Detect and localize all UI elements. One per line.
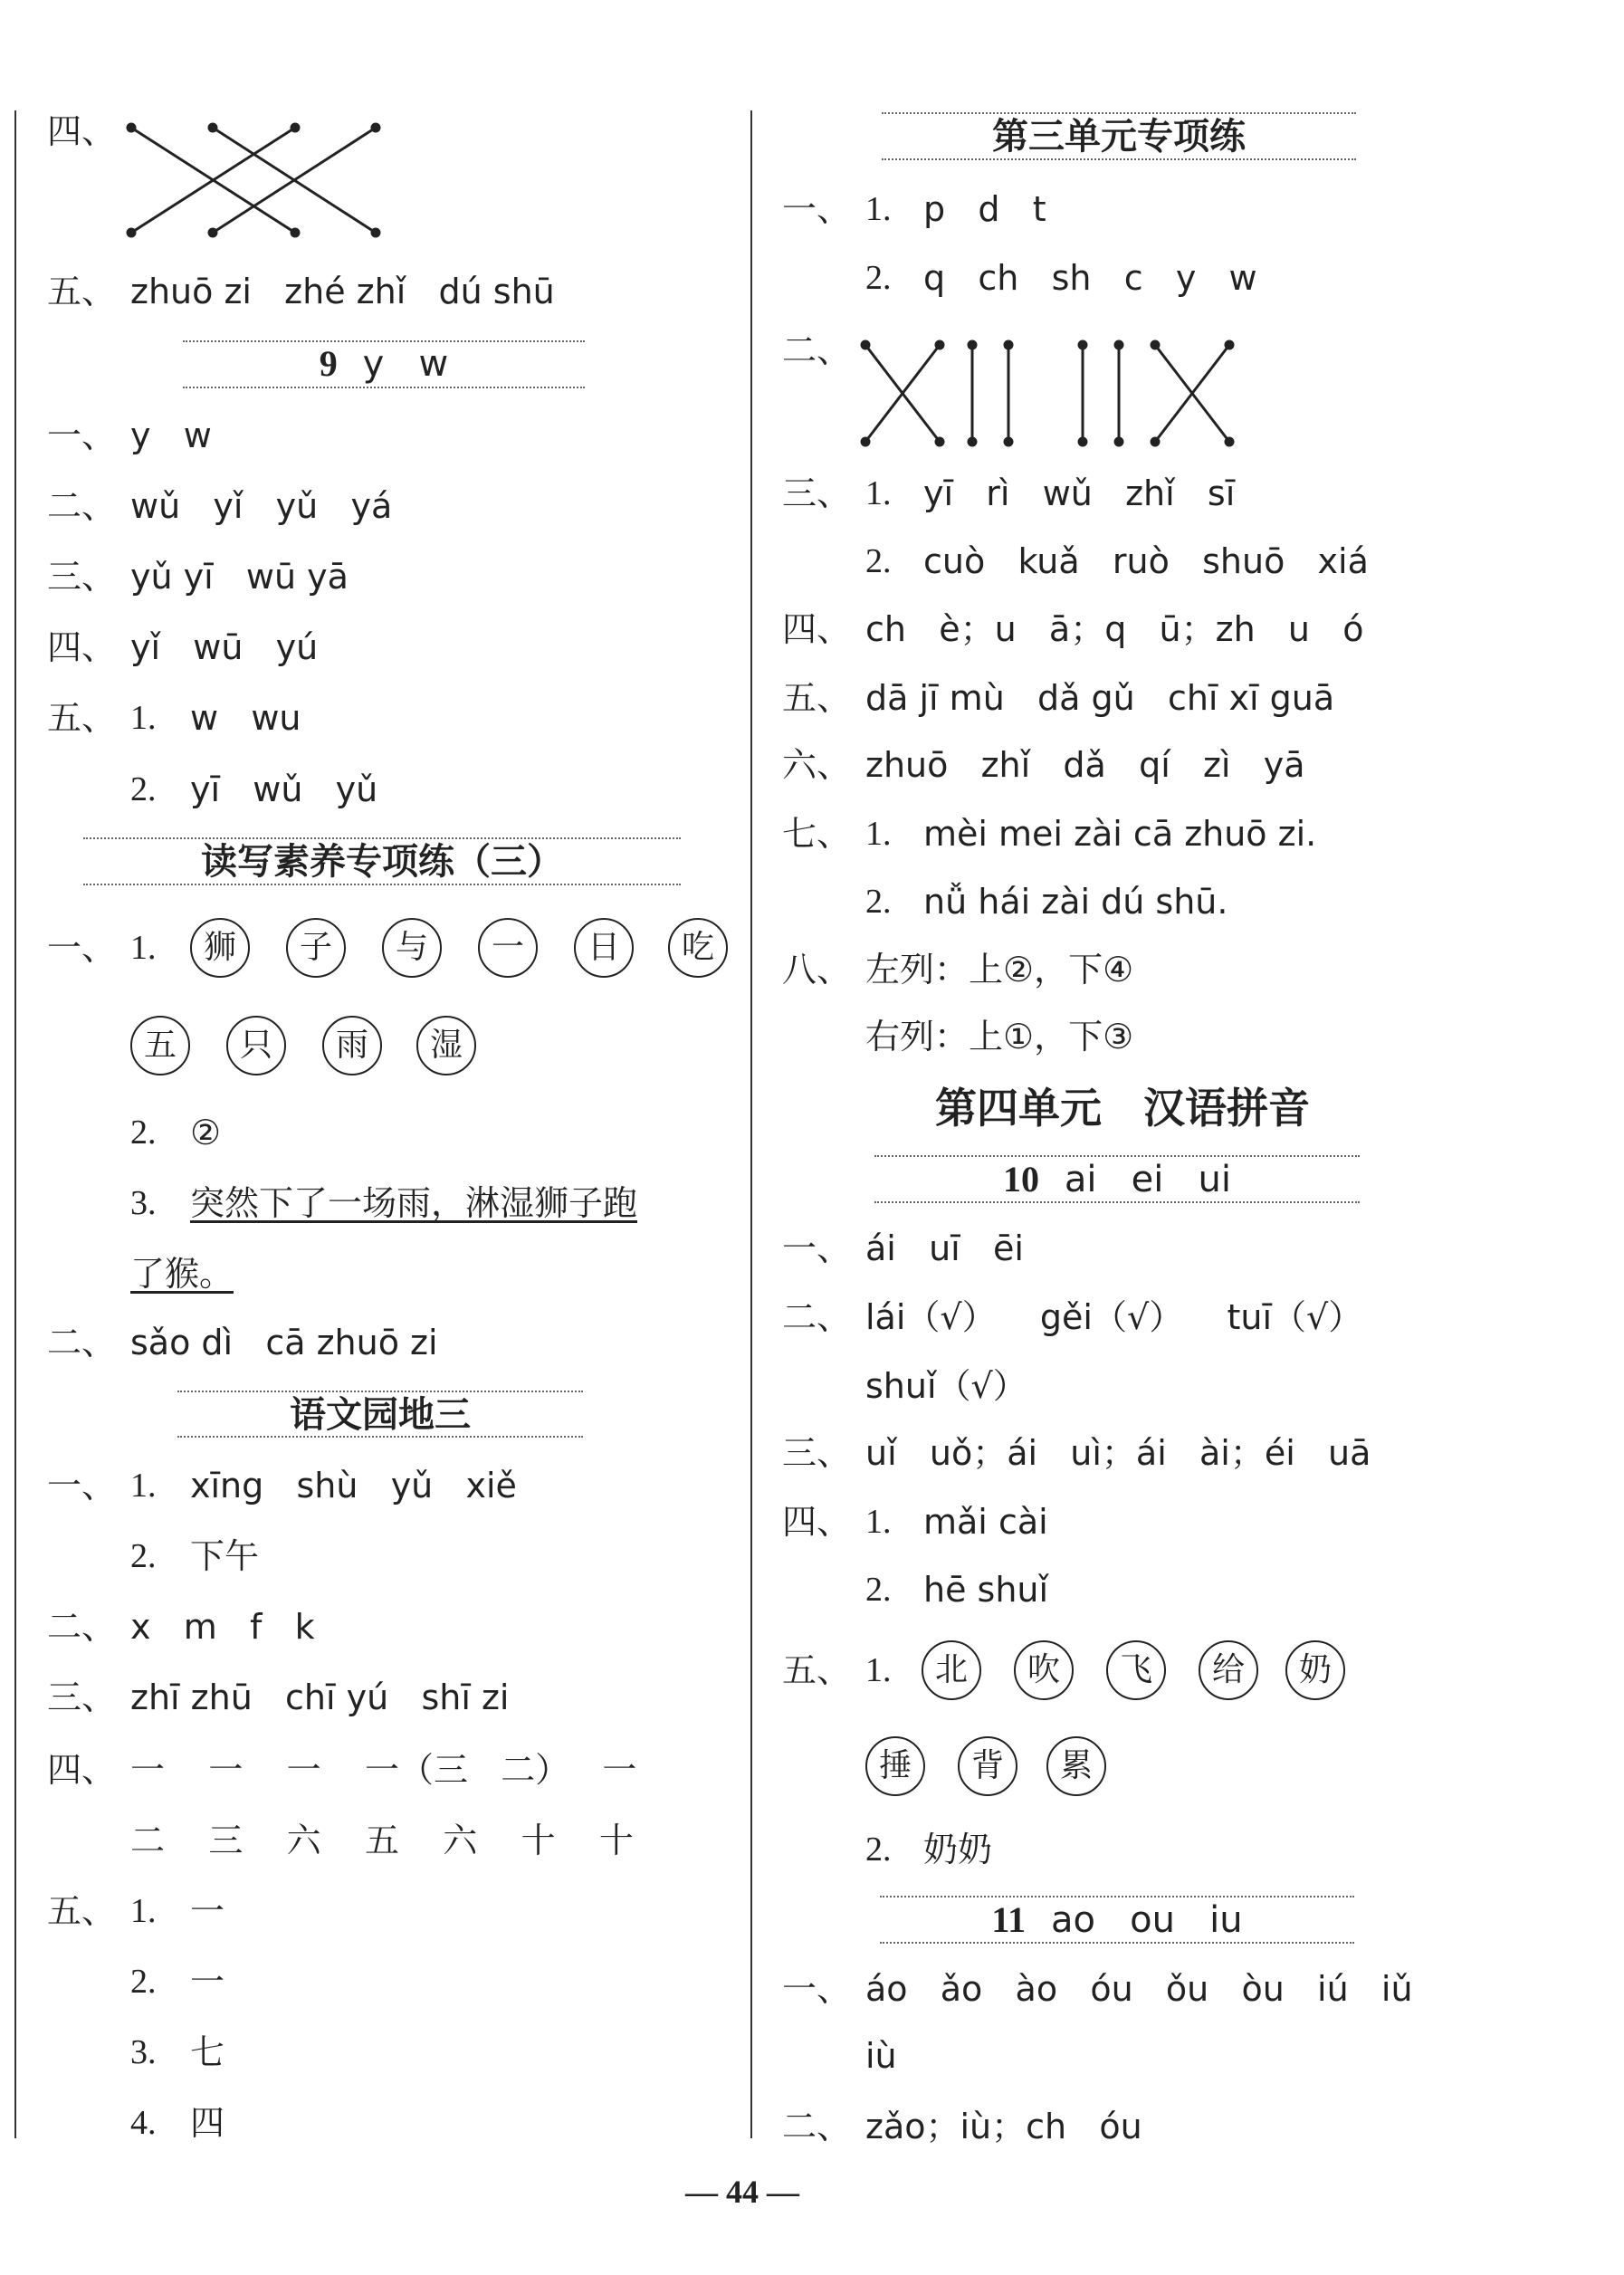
column-divider xyxy=(750,110,752,2138)
l11-a-label: 一、 xyxy=(782,1969,852,2009)
ds-n2: 2. xyxy=(130,1114,157,1152)
q5-text: zhuō zi zhé zhǐ dú shū xyxy=(130,272,555,311)
u3-a-n1: 1. xyxy=(865,190,892,228)
circled-char: 背 xyxy=(958,1736,1017,1796)
u3-c-n2: 2. xyxy=(865,542,892,580)
yw-a-label: 一、 xyxy=(47,1466,117,1506)
ds-t4: sǎo dì cā zhuō zi xyxy=(130,1323,438,1362)
lesson-10-heading xyxy=(874,1157,1360,1202)
u3-h-t2: 右列：上①，下③ xyxy=(865,1017,1134,1056)
yw-e-n: 4. xyxy=(130,2104,157,2142)
u3-c-t2: cuò kuǎ ruò shuō xiá xyxy=(923,541,1369,581)
left-margin-line xyxy=(14,110,16,2138)
yw-a-t1: xīng shù yǔ xiě xyxy=(190,1466,517,1506)
yw-e-t: 四 xyxy=(190,2103,225,2143)
u3-a-label: 一、 xyxy=(782,189,852,229)
lesson-9-heading xyxy=(183,341,585,387)
u3-b-label: 二、 xyxy=(782,330,852,370)
u3-a-t1: p d t xyxy=(923,189,1046,229)
ds-label2: 二、 xyxy=(47,1323,117,1362)
l11-b-label: 二、 xyxy=(782,2107,852,2146)
yw-d-label: 四、 xyxy=(47,1750,117,1790)
rule xyxy=(177,1436,583,1438)
q5-label: 五、 xyxy=(47,272,117,311)
l10-e-n1: 1. xyxy=(865,1651,892,1689)
u3-a-t2: q ch sh c y w xyxy=(923,258,1257,298)
ds-t3b: 了猴。 xyxy=(130,1254,234,1294)
yw-a-t2: 下午 xyxy=(190,1536,260,1576)
l9-c-label: 三、 xyxy=(47,557,117,597)
circled-char: 一 xyxy=(478,918,538,978)
yw-b-label: 二、 xyxy=(47,1607,117,1647)
l10-d-label: 四、 xyxy=(782,1502,852,1542)
lesson-number: 10 xyxy=(1003,1159,1040,1200)
l10-e-n2: 2. xyxy=(865,1831,892,1869)
l10-d-t1: mǎi cài xyxy=(923,1502,1048,1542)
circled-char: 给 xyxy=(1199,1640,1258,1700)
l10-d-n1: 1. xyxy=(865,1503,892,1541)
l9-e-n2: 2. xyxy=(130,770,157,808)
yw-e-n: 1. xyxy=(130,1892,157,1930)
u3-e-label: 五、 xyxy=(782,678,852,718)
yw-e-label: 五、 xyxy=(47,1891,117,1931)
circled-char: 狮 xyxy=(190,918,250,978)
section-heading-unit3: 第三单元专项练 xyxy=(992,116,1246,158)
u3-g-n1: 1. xyxy=(865,815,892,853)
l11-a-text1: áo ǎo ào óu ǒu òu iú iǔ xyxy=(865,1969,1413,2009)
u3-h-t1: 左列：上②，下④ xyxy=(865,950,1134,989)
circled-char: 累 xyxy=(1046,1736,1106,1796)
rule xyxy=(874,1201,1360,1203)
l9-d-label: 四、 xyxy=(47,627,117,667)
yw-d-text2: 二 三 六 五 六 十 十 xyxy=(130,1821,634,1860)
circled-char: 捶 xyxy=(865,1736,925,1796)
circled-char: 日 xyxy=(574,918,634,978)
yw-b-text: x m f k xyxy=(130,1607,315,1647)
u3-g-t1: mèi mei zài cā zhuō zi. xyxy=(923,814,1317,854)
circled-char: 只 xyxy=(226,1016,286,1075)
l11-b-text: zǎo；iù；ch óu xyxy=(865,2107,1142,2146)
matching-lines-right xyxy=(858,340,1238,449)
circled-char: 湿 xyxy=(416,1016,476,1075)
u3-g-n2: 2. xyxy=(865,883,892,921)
l10-a-text: ái uī ēi xyxy=(865,1228,1024,1268)
ds-label: 一、 xyxy=(47,928,117,968)
l9-c-text: yǔ yī wū yā xyxy=(130,557,349,597)
l10-e-label: 五、 xyxy=(782,1650,852,1690)
circled-char: 与 xyxy=(382,918,442,978)
l9-e-label: 五、 xyxy=(47,698,117,738)
rule xyxy=(882,158,1356,160)
lesson-number: 11 xyxy=(991,1899,1027,1940)
circled-char: 奶 xyxy=(1285,1640,1345,1700)
ds-n1: 1. xyxy=(130,929,157,967)
l10-e-t2: 奶奶 xyxy=(923,1830,993,1869)
u3-c-label: 三、 xyxy=(782,473,852,513)
u3-e-text: dā jī mù dǎ gǔ chī xī guā xyxy=(865,678,1335,718)
yw-d-text1: 一 一 一 一（三 二） 一 xyxy=(130,1750,637,1790)
l9-b-text: wǔ yǐ yǔ yá xyxy=(130,486,393,526)
yw-e-n: 3. xyxy=(130,2033,157,2071)
l10-d-n2: 2. xyxy=(865,1571,892,1609)
q4-label: 四、 xyxy=(47,111,117,151)
l10-a-label: 一、 xyxy=(782,1228,852,1268)
circled-char: 雨 xyxy=(322,1016,382,1075)
yw-c-label: 三、 xyxy=(47,1678,117,1717)
u3-c-t1: yī rì wǔ zhǐ sī xyxy=(923,473,1236,513)
circled-char: 飞 xyxy=(1106,1640,1166,1700)
lesson-11-heading xyxy=(880,1897,1354,1943)
yw-c-text: zhī zhū chī yú shī zi xyxy=(130,1678,510,1717)
lesson-title: ao ou iu xyxy=(1051,1899,1243,1941)
yw-a-n1: 1. xyxy=(130,1467,157,1505)
l9-d-text: yǐ wū yú xyxy=(130,627,319,667)
circled-char: 子 xyxy=(286,918,346,978)
matching-lines-left xyxy=(127,122,389,240)
u3-f-label: 六、 xyxy=(782,745,852,785)
rule xyxy=(880,1942,1354,1944)
yw-e-t: 一 xyxy=(190,1891,225,1931)
u3-c-n1: 1. xyxy=(865,474,892,512)
circled-char: 五 xyxy=(130,1016,190,1075)
page-number: — 44 — xyxy=(685,2174,799,2210)
u3-g-t2: nǚ hái zài dú shū. xyxy=(923,882,1228,922)
l9-e-t1: w wu xyxy=(190,698,301,738)
l10-b-text2: shuǐ（√） xyxy=(865,1366,1027,1406)
yw-e-n: 2. xyxy=(130,1963,157,2001)
circled-char: 吃 xyxy=(668,918,728,978)
u3-f-text: zhuō zhǐ dǎ qí zì yā xyxy=(865,745,1305,785)
l10-b-label: 二、 xyxy=(782,1297,852,1337)
circled-char: 北 xyxy=(922,1640,981,1700)
u3-a-n2: 2. xyxy=(865,259,892,297)
lesson-title: y w xyxy=(362,343,449,385)
yw-e-t: 一 xyxy=(190,1962,225,2002)
u3-g-label: 七、 xyxy=(782,814,852,854)
ds-t3a: 突然下了一场雨，淋湿狮子跑 xyxy=(190,1183,638,1223)
lesson-number: 9 xyxy=(319,343,338,384)
l10-d-t2: hē shuǐ xyxy=(923,1570,1049,1610)
u3-h-label: 八、 xyxy=(782,950,852,989)
l9-a-label: 一、 xyxy=(47,416,117,455)
ds-t2: ② xyxy=(190,1113,222,1152)
rule xyxy=(83,884,681,885)
u3-d-text: ch è；u ā；q ū；zh u ó xyxy=(865,609,1364,649)
l9-a-text: y w xyxy=(130,416,212,455)
l10-c-label: 三、 xyxy=(782,1433,852,1473)
l9-e-n1: 1. xyxy=(130,699,157,737)
rule xyxy=(183,387,585,388)
circled-char: 吹 xyxy=(1014,1640,1074,1700)
yw-a-n2: 2. xyxy=(130,1537,157,1575)
u3-d-label: 四、 xyxy=(782,609,852,649)
l10-b-text1: lái（√） gěi（√） tuī（√） xyxy=(865,1297,1363,1337)
l9-b-label: 二、 xyxy=(47,486,117,526)
l10-c-text: uǐ uǒ；ái uì；ái ài；éi uā xyxy=(865,1433,1371,1473)
l11-a-text2: iù xyxy=(865,2036,897,2076)
section-heading-yuwen-3: 语文园地三 xyxy=(290,1394,471,1436)
l9-e-t2: yī wǔ yǔ xyxy=(190,769,378,809)
ds-n3: 3. xyxy=(130,1184,157,1222)
section-heading-reading-writing-3: 读写素养专项练（三） xyxy=(201,841,563,883)
lesson-title: ai ei ui xyxy=(1064,1159,1231,1200)
yw-e-t: 七 xyxy=(190,2032,225,2072)
unit-4-heading: 第四单元 汉语拼音 xyxy=(935,1084,1310,1133)
